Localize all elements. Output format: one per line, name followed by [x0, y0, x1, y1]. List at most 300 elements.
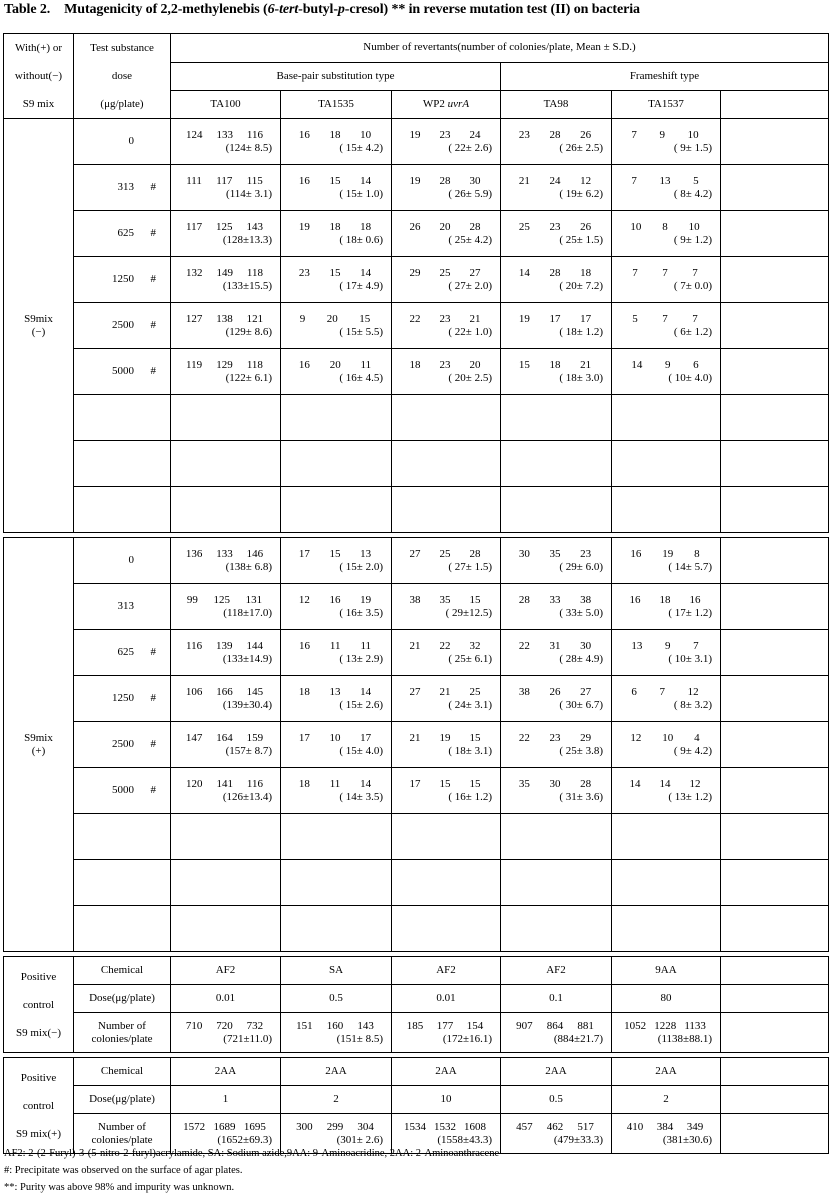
- plate-count: 17: [298, 547, 310, 560]
- plate-count: 20: [329, 358, 341, 371]
- plate-counts: [501, 686, 611, 699]
- plate-count: 26: [580, 128, 592, 141]
- positive-dose: 2: [281, 1086, 392, 1114]
- plate-counts: [171, 221, 280, 234]
- plate-counts: [501, 778, 611, 791]
- value-cell: [501, 165, 612, 211]
- value-cell: [281, 165, 392, 211]
- value-cell: [281, 584, 392, 630]
- mean-sd: (138± 6.8): [225, 560, 272, 573]
- mean-sd: ( 25± 4.2): [448, 233, 492, 246]
- plate-counts: [612, 221, 720, 234]
- plate-counts: [392, 359, 500, 372]
- plate-count: 35: [439, 593, 451, 606]
- plate-count: 16: [329, 593, 341, 606]
- blank-cell: [392, 395, 501, 441]
- plate-count: 24: [469, 128, 481, 141]
- mean-sd: (139±30.4): [222, 698, 272, 711]
- blank-cell: [281, 814, 392, 860]
- plate-count: 28: [469, 220, 481, 233]
- blank-cell: [721, 630, 829, 676]
- plate-count: 720: [216, 1019, 233, 1032]
- mean-sd: ( 16± 4.5): [339, 371, 383, 384]
- mean-sd: ( 25± 3.8): [559, 744, 603, 757]
- plate-count: 15: [469, 593, 481, 606]
- value-cell: [612, 538, 721, 584]
- mean-sd: ( 19± 6.2): [559, 187, 603, 200]
- plate-counts: [612, 267, 720, 280]
- header-line: (μg/plate): [100, 98, 144, 110]
- value-cell: [612, 1114, 721, 1154]
- title-text-pre: Mutagenicity of 2,2-methylenebis (: [64, 2, 268, 17]
- plate-counts: [281, 686, 391, 699]
- plate-count: 30: [580, 639, 592, 652]
- plate-count: 30: [549, 777, 561, 790]
- plate-counts: [392, 594, 500, 607]
- plate-count: 8: [662, 220, 668, 233]
- blank-cell: [171, 441, 281, 487]
- plate-count: 6: [631, 685, 637, 698]
- positive-label-line: Positive: [20, 970, 57, 983]
- plate-counts: [171, 640, 280, 653]
- plate-count: 30: [469, 174, 481, 187]
- plate-count: 13: [659, 174, 671, 187]
- plate-count: 10: [630, 220, 642, 233]
- blank-cell: [721, 1013, 829, 1053]
- blank-cell: [721, 349, 829, 395]
- plate-count: 21: [580, 358, 592, 371]
- table-row: [4, 630, 829, 676]
- header-line: dose: [111, 70, 133, 82]
- number-label-line: colonies/plate: [91, 1133, 153, 1146]
- blank-cell: [171, 395, 281, 441]
- mean-sd: ( 7± 0.0): [673, 279, 712, 292]
- mean-sd: (172±16.1): [442, 1032, 492, 1045]
- plate-count: 10: [688, 220, 700, 233]
- plate-count: 14: [360, 777, 372, 790]
- plate-count: 1689: [213, 1120, 236, 1133]
- plate-counts: [501, 175, 611, 188]
- table-row: [4, 676, 829, 722]
- blank-cell: [721, 676, 829, 722]
- plate-counts: [281, 640, 391, 653]
- plate-count: 10: [360, 128, 372, 141]
- plate-count: 116: [246, 777, 264, 790]
- mean-sd: ( 17± 1.2): [668, 606, 712, 619]
- mean-sd: (157± 8.7): [225, 744, 272, 757]
- plate-count: 7: [662, 266, 668, 279]
- dose-cell: [74, 119, 171, 165]
- table-number: Table 2.: [4, 2, 51, 17]
- mean-sd: ( 25± 6.1): [448, 652, 492, 665]
- mean-sd: (129± 8.6): [225, 325, 272, 338]
- value-cell: [171, 584, 281, 630]
- mean-sd: ( 24± 3.1): [448, 698, 492, 711]
- plate-count: 28: [549, 128, 561, 141]
- mean-sd: ( 15± 4.2): [339, 141, 383, 154]
- dose-label: Dose(μg/plate): [74, 1086, 171, 1114]
- plate-count: 16: [630, 547, 642, 560]
- plate-count: 115: [246, 174, 263, 187]
- value-cell: [392, 165, 501, 211]
- value-cell: [501, 349, 612, 395]
- dose-cell: [74, 630, 171, 676]
- plate-counts: [281, 548, 391, 561]
- table-row: [4, 211, 829, 257]
- plate-count: 38: [518, 685, 530, 698]
- plate-count: 106: [185, 685, 203, 698]
- value-cell: [501, 119, 612, 165]
- plate-count: 38: [409, 593, 421, 606]
- plate-counts: [171, 359, 280, 372]
- value-cell: [171, 538, 281, 584]
- plate-counts: [612, 732, 720, 745]
- value-cell: [171, 349, 281, 395]
- positive-chemical-row: [4, 957, 829, 985]
- dose-value: 1250: [112, 692, 134, 704]
- blank-cell: [392, 860, 501, 906]
- plate-count: 881: [577, 1019, 594, 1032]
- plate-count: 32: [469, 639, 481, 652]
- blank-cell: [721, 584, 829, 630]
- plate-count: 6: [693, 358, 699, 371]
- blank-cell: [74, 395, 171, 441]
- value-cell: [281, 768, 392, 814]
- value-cell: [171, 630, 281, 676]
- mean-sd: (721±11.0): [223, 1032, 272, 1045]
- plate-count: 28: [580, 777, 592, 790]
- plate-count: 143: [357, 1019, 374, 1032]
- precipitate-mark: #: [150, 365, 156, 377]
- plate-count: 35: [518, 777, 530, 790]
- plate-count: 118: [246, 266, 264, 279]
- precipitate-mark: #: [150, 784, 156, 796]
- mean-sd: ( 14± 3.5): [339, 790, 383, 803]
- plate-count: 121: [246, 312, 264, 325]
- table-row: [4, 257, 829, 303]
- plate-count: 10: [687, 128, 699, 141]
- plate-count: 1572: [183, 1120, 206, 1133]
- plate-count: 151: [296, 1019, 313, 1032]
- blank-cell: [281, 860, 392, 906]
- positive-dose-row: [4, 1086, 829, 1114]
- plate-count: 5: [693, 174, 699, 187]
- mean-sd: ( 28± 4.9): [559, 652, 603, 665]
- plate-counts: [392, 548, 500, 561]
- plate-count: 38: [580, 593, 592, 606]
- plate-count: 12: [580, 174, 592, 187]
- plate-count: 129: [216, 358, 233, 371]
- empty-row: [4, 860, 829, 906]
- plate-count: 17: [360, 731, 372, 744]
- dose-cell: [74, 211, 171, 257]
- value-cell: [281, 303, 392, 349]
- positive-dose: 0.5: [281, 985, 392, 1013]
- plate-count: 25: [439, 547, 451, 560]
- plate-counts: [612, 594, 720, 607]
- plate-counts: [501, 548, 611, 561]
- value-cell: [612, 722, 721, 768]
- mean-sd: ( 8± 4.2): [673, 187, 712, 200]
- plate-counts: [501, 359, 611, 372]
- plate-count: 13: [360, 547, 372, 560]
- value-cell: [281, 722, 392, 768]
- mean-sd: ( 16± 1.2): [448, 790, 492, 803]
- plate-count: 27: [580, 685, 592, 698]
- value-cell: [501, 584, 612, 630]
- value-cell: [171, 768, 281, 814]
- blank-cell: [171, 860, 281, 906]
- plate-count: 7: [692, 312, 698, 325]
- plate-count: 10: [329, 731, 341, 744]
- value-cell: [392, 349, 501, 395]
- mean-sd: (301± 2.6): [336, 1133, 383, 1146]
- plate-count: 25: [469, 685, 481, 698]
- plate-count: 132: [185, 266, 203, 279]
- plate-counts: [281, 129, 391, 142]
- group-label-line: (+): [31, 744, 46, 757]
- blank-cell: [612, 441, 721, 487]
- plate-counts: [171, 594, 280, 607]
- positive-chemical-row: [4, 1058, 829, 1086]
- blank-cell: [501, 487, 612, 533]
- blank-cell: [721, 722, 829, 768]
- value-cell: [612, 119, 721, 165]
- plate-count: 19: [360, 593, 372, 606]
- plate-counts: [392, 175, 500, 188]
- plate-count: 9: [299, 312, 306, 325]
- value-cell: [612, 257, 721, 303]
- plate-count: 25: [518, 220, 530, 233]
- strain-ta1537: TA1537: [612, 91, 721, 119]
- plate-count: 27: [409, 547, 421, 560]
- plate-count: 11: [329, 639, 341, 652]
- value-cell: [392, 119, 501, 165]
- blank-cell: [612, 395, 721, 441]
- value-cell: [281, 211, 392, 257]
- plate-count: 26: [549, 685, 561, 698]
- plate-count: 177: [436, 1019, 454, 1032]
- plate-count: 11: [360, 358, 372, 371]
- value-cell: [171, 119, 281, 165]
- value-cell: [612, 630, 721, 676]
- group-label-line: S9mix: [24, 731, 53, 744]
- plate-count: 29: [409, 266, 421, 279]
- plate-counts: [612, 1020, 720, 1033]
- plate-count: 15: [329, 266, 341, 279]
- value-cell: [281, 1013, 392, 1053]
- plate-count: 26: [409, 220, 421, 233]
- precipitate-mark: #: [150, 692, 156, 704]
- plate-counts: [392, 686, 500, 699]
- plate-count: 10: [662, 731, 674, 744]
- plate-count: 16: [298, 639, 310, 652]
- dose-cell: [74, 349, 171, 395]
- blank-cell: [721, 860, 829, 906]
- plate-count: 7: [692, 266, 698, 279]
- plate-count: 7: [693, 639, 699, 652]
- plate-count: 21: [518, 174, 530, 187]
- mean-sd: (122± 6.1): [225, 371, 272, 384]
- blank-cell: [721, 1086, 829, 1114]
- value-cell: [501, 722, 612, 768]
- chemical-name: 2AA: [501, 1058, 612, 1086]
- plate-counts: [171, 548, 280, 561]
- mutagenicity-table: [3, 33, 829, 1154]
- plate-count: 127: [185, 312, 203, 325]
- plate-count: 16: [298, 128, 310, 141]
- plate-count: 384: [656, 1120, 674, 1133]
- dose-cell: [74, 768, 171, 814]
- value-cell: [281, 676, 392, 722]
- positive-number-row: [4, 1013, 829, 1053]
- dose-cell: [74, 303, 171, 349]
- plate-count: 21: [469, 312, 481, 325]
- plate-count: 300: [296, 1120, 313, 1133]
- plate-counts: [612, 640, 720, 653]
- header-s9-mix: [4, 34, 74, 119]
- precipitate-mark: #: [150, 273, 156, 285]
- dose-value: 625: [117, 646, 134, 658]
- plate-count: 15: [329, 547, 341, 560]
- mean-sd: ( 14± 5.7): [668, 560, 712, 573]
- value-cell: [392, 630, 501, 676]
- dose-value: 1250: [112, 273, 134, 285]
- dose-value: 2500: [112, 738, 134, 750]
- chemical-name: 2AA: [171, 1058, 281, 1086]
- mean-sd: (381±30.6): [662, 1133, 712, 1146]
- positive-control-label: [4, 1058, 74, 1154]
- plate-count: 138: [216, 312, 233, 325]
- value-cell: [392, 722, 501, 768]
- plate-count: 7: [659, 685, 665, 698]
- plate-count: 12: [689, 777, 701, 790]
- plate-counts: [281, 778, 391, 791]
- dose-cell: [74, 584, 171, 630]
- plate-counts: [281, 594, 391, 607]
- mean-sd: ( 29± 6.0): [559, 560, 603, 573]
- plate-count: 11: [329, 777, 341, 790]
- plate-count: 14: [360, 266, 372, 279]
- mean-sd: ( 8± 3.2): [673, 698, 712, 711]
- plate-count: 28: [518, 593, 530, 606]
- plate-count: 23: [439, 358, 451, 371]
- precipitate-mark: #: [150, 319, 156, 331]
- plate-counts: [281, 1121, 391, 1134]
- value-cell: [281, 257, 392, 303]
- empty-row: [4, 395, 829, 441]
- blank-cell: [392, 441, 501, 487]
- plate-counts: [281, 175, 391, 188]
- mean-sd: (1558±43.3): [437, 1133, 492, 1146]
- dose-value: 5000: [112, 784, 134, 796]
- plate-count: 517: [577, 1120, 594, 1133]
- plate-count: 20: [326, 312, 338, 325]
- mean-sd: ( 15± 1.0): [339, 187, 383, 200]
- title-italic-tert: 6-tert: [267, 2, 299, 17]
- plate-count: 27: [469, 266, 481, 279]
- value-cell: [281, 119, 392, 165]
- plate-count: 457: [516, 1120, 533, 1133]
- title-text-post: -cresol) ** in reverse mutation test (II) on bacteria: [344, 2, 640, 17]
- plate-counts: [501, 313, 611, 326]
- mean-sd: ( 17± 4.9): [339, 279, 383, 292]
- plate-count: 143: [246, 220, 264, 233]
- positive-label-line: control: [22, 998, 55, 1011]
- number-label: [74, 1013, 171, 1053]
- blank-cell: [721, 165, 829, 211]
- plate-counts: [392, 267, 500, 280]
- plate-count: 14: [631, 358, 643, 371]
- plate-count: 9: [659, 128, 665, 141]
- plate-counts: [392, 221, 500, 234]
- plate-counts: [171, 129, 280, 142]
- value-cell: [501, 768, 612, 814]
- plate-count: 16: [298, 174, 310, 187]
- plate-count: 145: [246, 685, 264, 698]
- plate-count: 18: [360, 220, 372, 233]
- positive-dose: 1: [171, 1086, 281, 1114]
- plate-count: 20: [439, 220, 451, 233]
- plate-count: 14: [518, 266, 530, 279]
- value-cell: [501, 676, 612, 722]
- blank-cell: [501, 906, 612, 952]
- plate-count: 8: [694, 547, 700, 560]
- mean-sd: ( 20± 2.5): [448, 371, 492, 384]
- blank-cell: [392, 814, 501, 860]
- dose-value: 5000: [112, 365, 134, 377]
- group-label: [4, 538, 74, 952]
- dose-cell: [74, 257, 171, 303]
- plate-count: 4: [694, 731, 700, 744]
- plate-count: 21: [409, 639, 421, 652]
- value-cell: [392, 303, 501, 349]
- plate-count: 12: [630, 731, 642, 744]
- plate-count: 1534: [404, 1120, 426, 1133]
- blank-cell: [721, 985, 829, 1013]
- plate-count: 23: [518, 128, 530, 141]
- chemical-label: Chemical: [74, 1058, 171, 1086]
- blank-cell: [501, 860, 612, 906]
- plate-count: 160: [326, 1019, 344, 1032]
- plate-count: 16: [689, 593, 701, 606]
- header-line: S9 mix: [22, 98, 55, 110]
- plate-count: 139: [216, 639, 233, 652]
- precipitate-mark: #: [150, 181, 156, 193]
- blank-cell: [171, 906, 281, 952]
- plate-count: 30: [518, 547, 530, 560]
- plate-counts: [392, 778, 500, 791]
- plate-count: 22: [518, 731, 530, 744]
- blank-cell: [281, 441, 392, 487]
- blank-cell: [721, 211, 829, 257]
- plate-count: 23: [549, 220, 561, 233]
- dose-cell: [74, 676, 171, 722]
- plate-count: 16: [298, 358, 310, 371]
- plate-count: 119: [186, 358, 203, 371]
- strain-ta1535: TA1535: [281, 91, 392, 119]
- dose-value: 0: [128, 554, 134, 566]
- chemical-name: 2AA: [281, 1058, 392, 1086]
- table-row: [4, 303, 829, 349]
- value-cell: [171, 257, 281, 303]
- plate-count: 19: [518, 312, 530, 325]
- chemical-name: AF2: [171, 957, 281, 985]
- plate-count: 15: [469, 731, 481, 744]
- plate-counts: [392, 640, 500, 653]
- plate-count: 18: [659, 593, 671, 606]
- plate-count: 20: [469, 358, 481, 371]
